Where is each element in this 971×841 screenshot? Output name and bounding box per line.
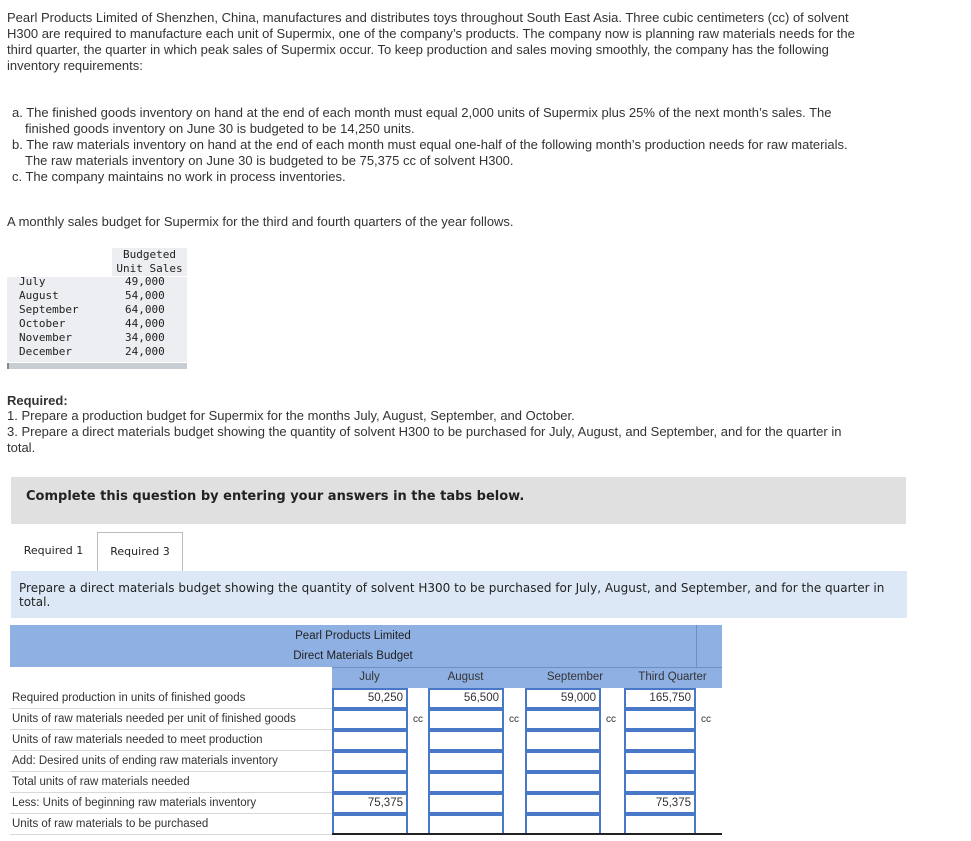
- budget-row-label: Units of raw materials needed per unit of finished goods: [10, 709, 332, 730]
- tab-required-3[interactable]: Required 3: [97, 532, 183, 571]
- budget-row-label: Add: Desired units of ending raw materials inventory: [10, 751, 332, 772]
- column-header-july: July: [359, 671, 380, 683]
- budget-input-cell[interactable]: [525, 709, 601, 730]
- budget-input-cell[interactable]: [332, 814, 408, 835]
- budget-input-cell[interactable]: [332, 751, 408, 772]
- budget-input-cell[interactable]: [428, 772, 504, 793]
- budget-input-cell[interactable]: [624, 772, 696, 793]
- budget-company: Pearl Products Limited: [295, 630, 411, 642]
- budget-input-cell[interactable]: [428, 709, 504, 730]
- sales-intro: A monthly sales budget for Supermix for the third and fourth quarters of the year follows.: [7, 214, 514, 229]
- budget-row-label: Total units of raw materials needed: [10, 772, 332, 793]
- budget-input-cell[interactable]: [428, 751, 504, 772]
- budget-input-cell[interactable]: [332, 730, 408, 751]
- budget-row-label: Units of raw materials to be purchased: [10, 814, 332, 835]
- budget-input-cell[interactable]: [332, 772, 408, 793]
- unit-label-cc: cc: [413, 714, 423, 725]
- sales-row: November 34,000: [19, 331, 165, 344]
- required-heading: Required:: [7, 393, 68, 408]
- budget-input-cell[interactable]: 50,250: [332, 688, 408, 709]
- budget-input-cell[interactable]: [428, 793, 504, 814]
- unit-label-cc: cc: [606, 714, 616, 725]
- budget-input-cell[interactable]: [624, 751, 696, 772]
- budget-input-cell[interactable]: 59,000: [525, 688, 601, 709]
- sales-budget-table: [7, 245, 187, 370]
- budget-row-label: Units of raw materials needed to meet production: [10, 730, 332, 751]
- requirement-b: b. The raw materials inventory on hand at the end of each month must equal one-half of the following month’s production needs for raw materials. The raw materials inventory on June 30 is budgeted to be 75,375 cc of solvent H300.: [12, 137, 848, 168]
- requirement-a: a. The finished goods inventory on hand at the end of each month must equal 2,000 units of Supermix plus 25% of the next month’s sales. The finished goods inventory on June 30 is budgeted to be 14,250 units.: [12, 105, 832, 136]
- sales-row: October 44,000: [19, 317, 165, 330]
- required-item-1: 1. Prepare a production budget for Supermix for the months July, August, September, and October.: [7, 408, 575, 423]
- budget-input-cell[interactable]: 75,375: [624, 793, 696, 814]
- budget-row-label: Required production in units of finished goods: [10, 688, 332, 709]
- sales-row: July 49,000: [19, 275, 165, 288]
- requirement-c: c. The company maintains no work in process inventories.: [12, 169, 346, 184]
- row-divider: [10, 834, 332, 835]
- sales-row: August 54,000: [19, 289, 165, 302]
- column-header-august: August: [447, 671, 484, 683]
- instructions-banner: [11, 477, 906, 524]
- sales-row: September 64,000: [19, 303, 165, 316]
- tab-instruction-panel: [11, 571, 907, 618]
- budget-row-label: Less: Units of beginning raw materials inventory: [10, 793, 332, 814]
- budget-input-cell[interactable]: [525, 751, 601, 772]
- budget-input-cell[interactable]: 56,500: [428, 688, 504, 709]
- budget-input-cell[interactable]: [525, 730, 601, 751]
- intro-paragraph: Pearl Products Limited of Shenzhen, China, manufactures and distributes toys throughout South East Asia. Three cubic centimeters (cc) of solvent H300 are required to manufacture each unit of Supermix, one of the company’s products. The company now is planning raw materials needs for the third quarter, the quarter in which peak sales of Supermix occur. To keep production and sales moving smoothly, the company has the following inventory requirements:: [7, 10, 855, 73]
- unit-label-cc: cc: [509, 714, 519, 725]
- budget-input-cell[interactable]: [624, 709, 696, 730]
- tab-required-1[interactable]: Required 1: [15, 532, 92, 570]
- banner-text: Complete this question by entering your answers in the tabs below.: [26, 489, 525, 504]
- sales-row: December 24,000: [19, 345, 165, 358]
- budget-input-cell[interactable]: [428, 730, 504, 751]
- budget-input-cell[interactable]: [525, 814, 601, 835]
- tab-instruction-text: Prepare a direct materials budget showing the quantity of solvent H300 to be purchased for July, August, and September, and for the quarter in total.: [19, 581, 885, 609]
- budget-input-cell[interactable]: 75,375: [332, 793, 408, 814]
- budget-input-cell[interactable]: [428, 814, 504, 835]
- unit-label-cc: cc: [701, 714, 711, 725]
- budget-input-cell[interactable]: [525, 793, 601, 814]
- budget-input-cell[interactable]: [624, 814, 696, 835]
- column-header-september: September: [546, 671, 604, 683]
- inventory-requirements-list: [12, 105, 862, 185]
- column-header-third-quarter: Third Quarter: [638, 671, 707, 683]
- sales-header-line1: Budgeted: [123, 248, 176, 261]
- budget-input-cell[interactable]: [332, 709, 408, 730]
- budget-input-cell[interactable]: [624, 730, 696, 751]
- budget-input-cell[interactable]: 165,750: [624, 688, 696, 709]
- budget-input-cell[interactable]: [525, 772, 601, 793]
- required-item-3: 3. Prepare a direct materials budget showing the quantity of solvent H300 to be purchased for July, August, and September, and for the quarter in total.: [7, 424, 842, 455]
- budget-title: Direct Materials Budget: [293, 650, 413, 662]
- sales-header-line2: Unit Sales: [116, 262, 183, 275]
- table-scrollbar[interactable]: [7, 363, 187, 369]
